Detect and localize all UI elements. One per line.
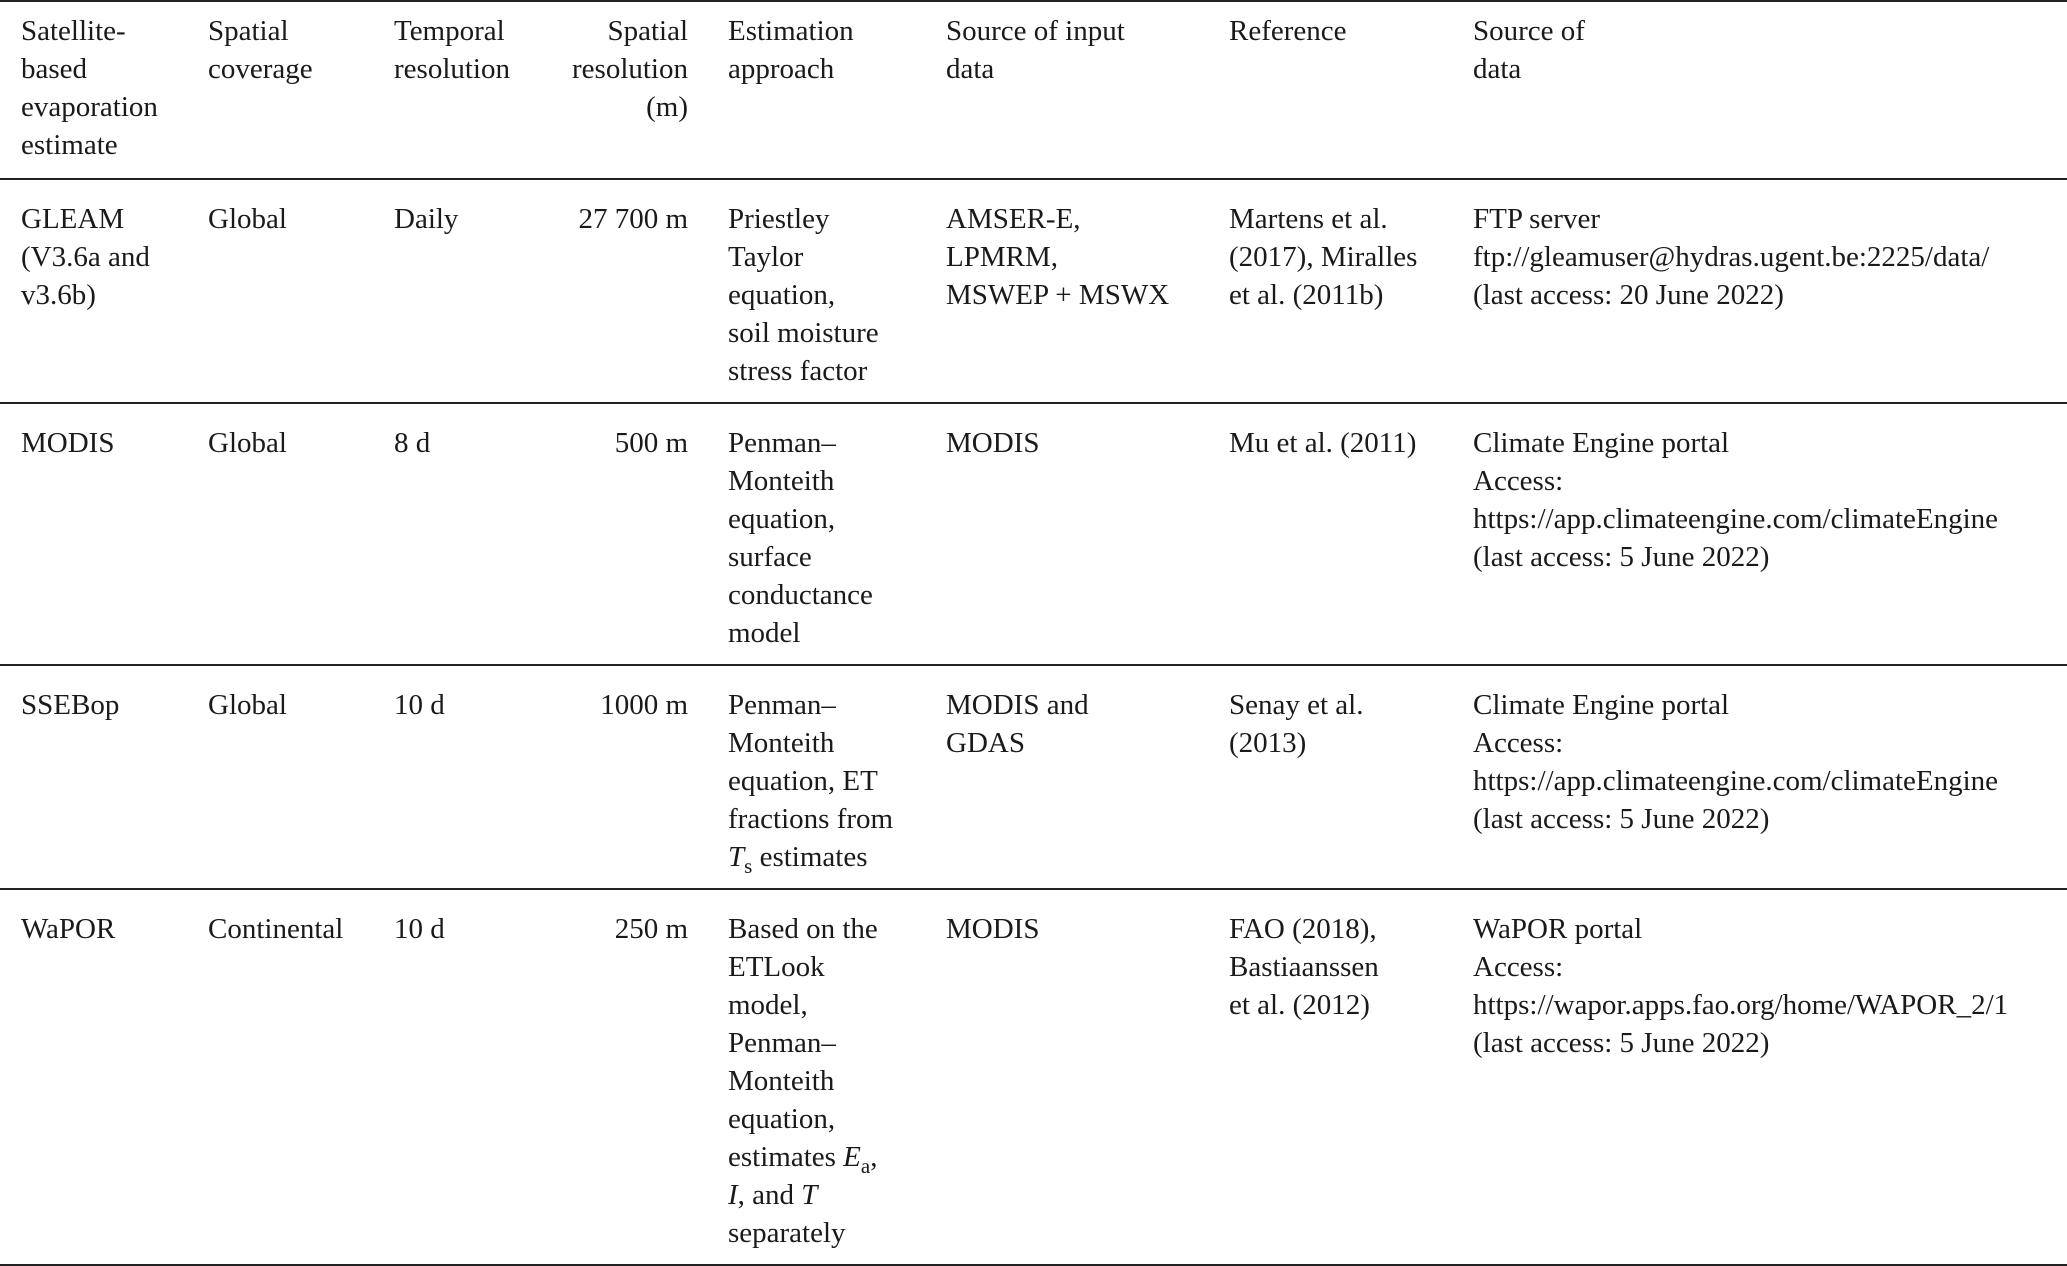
header-approach: Estimation approach — [728, 15, 854, 85]
cell-spatial: 250 m — [614, 913, 688, 945]
cell-temporal: Daily — [394, 203, 459, 235]
cell-input: AMSER-E, LPMRM, MSWEP + MSWX — [946, 203, 1170, 311]
table-row — [0, 179, 2067, 403]
cell-approach: Penman– Monteith equation, surface conductance model — [728, 427, 873, 649]
table-row — [0, 403, 2067, 665]
cell-reference: Mu et al. (2011) — [1229, 427, 1417, 459]
cell-coverage: Global — [208, 689, 287, 721]
approach-text: Based on the ETLook model, Penman– Monteith equation, — [728, 913, 878, 1135]
cell-temporal: 10 d — [394, 913, 445, 945]
cell-coverage: Global — [208, 203, 287, 235]
cell-estimate: MODIS — [21, 427, 115, 459]
header-input: Source of input data — [946, 15, 1125, 85]
header-coverage: Spatial coverage — [208, 15, 313, 85]
approach-line: Penman– — [728, 689, 836, 721]
cell-reference: Senay et al. (2013) — [1229, 689, 1364, 759]
cell-spatial: 1000 m — [600, 689, 688, 721]
cell-estimate: WaPOR — [21, 913, 116, 945]
header-reference: Reference — [1229, 15, 1347, 47]
variable-e: E — [843, 1141, 861, 1173]
cell-approach — [728, 665, 946, 889]
subscript-a: a — [860, 1154, 871, 1178]
header-source: Source of data — [1473, 15, 1585, 85]
approach-line: fractions from — [728, 803, 894, 835]
cell-estimate: SSEBop — [21, 689, 120, 721]
table-row — [0, 665, 2067, 889]
approach-line — [728, 1138, 938, 1176]
cell-reference: FAO (2018), Bastiaanssen et al. (2012) — [1229, 913, 1379, 1021]
cell-input: MODIS — [946, 913, 1040, 945]
table-header-row — [0, 1, 2067, 179]
cell-approach: Priestley Taylor equation, soil moisture stress factor — [728, 203, 879, 387]
variable-t: T — [801, 1179, 818, 1211]
approach-line: Monteith — [728, 727, 835, 759]
header-temporal: Temporal resolution — [394, 15, 510, 85]
header-estimate: Satellite- based evaporation estimate — [21, 15, 158, 161]
header-spatial: Spatial resolution (m) — [572, 15, 688, 123]
approach-text: , — [870, 1141, 878, 1173]
cell-reference: Martens et al. (2017), Miralles et al. (2011b) — [1229, 203, 1418, 311]
cell-spatial: 500 m — [614, 427, 688, 459]
cell-source: WaPOR portal Access: https://wapor.apps.fao.org/home/WAPOR_2/1 (last access: 5 June 2022) — [1473, 913, 2009, 1059]
cell-input: MODIS and GDAS — [946, 689, 1089, 759]
cell-source: FTP server ftp://gleamuser@hydras.ugent.be:2225/data/ (last access: 20 June 2022) — [1473, 203, 1990, 311]
variable-t: T — [728, 841, 745, 873]
cell-coverage: Continental — [208, 913, 344, 945]
approach-line — [728, 838, 938, 876]
approach-text: estimates — [728, 1141, 844, 1173]
approach-line — [728, 1176, 938, 1214]
table-row — [0, 889, 2067, 1265]
approach-line: equation, ET — [728, 765, 878, 797]
cell-source: Climate Engine portal Access: https://app.climateengine.com/climateEngine (last access: 5 June 2022) — [1473, 689, 1999, 835]
cell-input: MODIS — [946, 427, 1040, 459]
cell-coverage: Global — [208, 427, 287, 459]
cell-approach — [728, 889, 946, 1265]
variable-i: I — [728, 1179, 738, 1211]
approach-text: estimates — [752, 841, 868, 873]
approach-line: separately — [728, 1217, 846, 1249]
cell-source: Climate Engine portal Access: https://app.climateengine.com/climateEngine (last access: 5 June 2022) — [1473, 427, 1999, 573]
approach-text: , and — [737, 1179, 802, 1211]
subscript-s: s — [744, 854, 753, 878]
cell-spatial: 27 700 m — [578, 203, 688, 235]
cell-temporal: 8 d — [394, 427, 431, 459]
cell-estimate: GLEAM (V3.6a and v3.6b) — [21, 203, 150, 311]
cell-temporal: 10 d — [394, 689, 445, 721]
